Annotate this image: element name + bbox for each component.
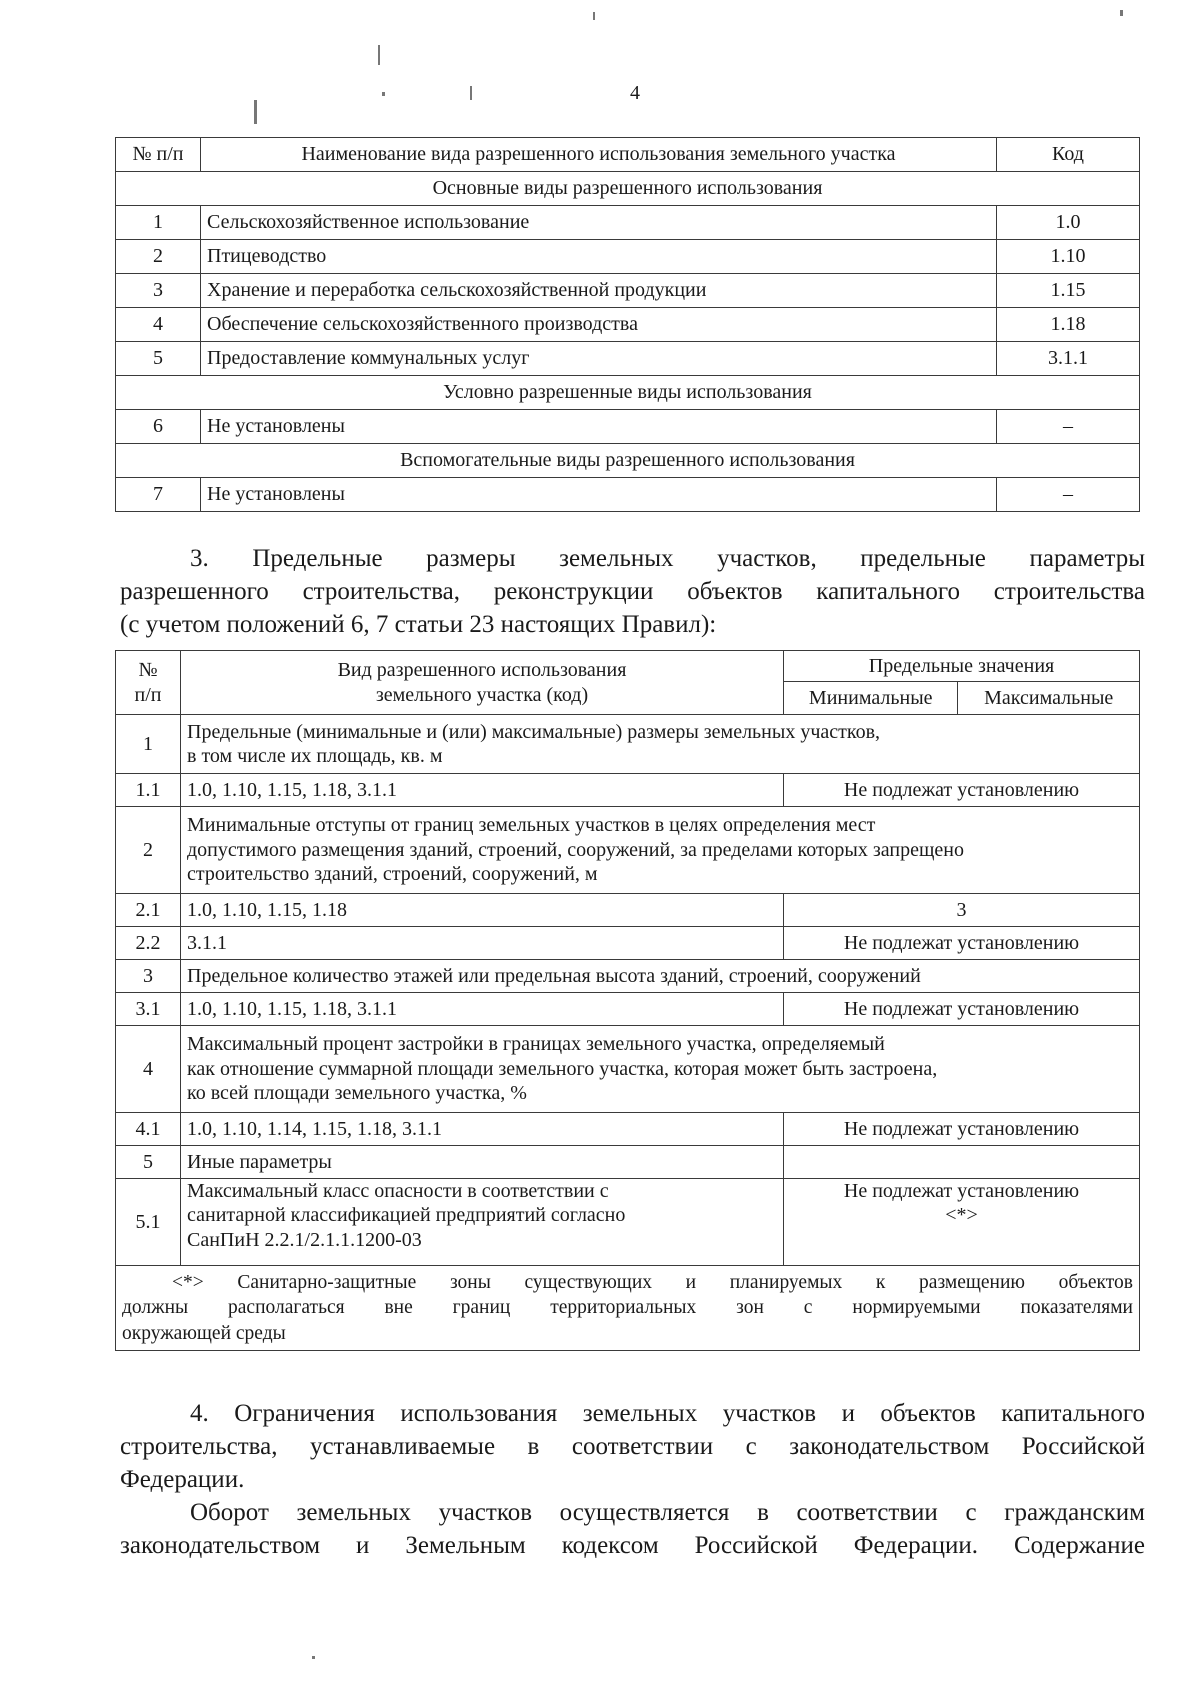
row-value: Не подлежат установлению: [784, 774, 1140, 807]
section-row: [116, 444, 1140, 478]
row-text: Предельные (минимальные и (или) максимальные) размеры земельных участков, в том числе их площадь, кв. м: [181, 715, 1140, 774]
row-codes: 1.0, 1.10, 1.15, 1.18: [181, 894, 784, 927]
row-num: 1: [116, 206, 201, 240]
row-text: Предельное количество этажей или предельная высота зданий, строений, сооружений: [181, 960, 1140, 993]
table-row: [116, 1146, 1140, 1179]
table-row: [116, 1179, 1140, 1266]
paragraph-3-line-1: 3. Предельные размеры земельных участков, предельные параметры: [190, 545, 1145, 572]
paragraph-3: [120, 542, 1145, 641]
table-row: [116, 478, 1140, 512]
table-row: [116, 807, 1140, 894]
header-num: № п/п: [116, 138, 201, 172]
row-value: 3: [784, 894, 1140, 927]
paragraph-3-line-3: (с учетом положений 6, 7 статьи 23 настоящих Правил):: [120, 611, 717, 638]
table-row: [116, 927, 1140, 960]
row-num: 3.1: [116, 993, 181, 1026]
footnote-row: [116, 1266, 1140, 1351]
table-row: [116, 410, 1140, 444]
scan-speck: [254, 100, 257, 124]
section-main: Основные виды разрешенного использования: [116, 172, 1140, 206]
row-name: Обеспечение сельскохозяйственного производства: [201, 308, 997, 342]
section-row: [116, 172, 1140, 206]
row-text: Минимальные отступы от границ земельных участков в целях определения мест допустимого размещения зданий, строений, сооружений, за пределами которых запрещено строительство зданий, строений, сооружений, м: [181, 807, 1140, 894]
row-num: 1.1: [116, 774, 181, 807]
row-num: 3: [116, 960, 181, 993]
table-row: [116, 1026, 1140, 1113]
row-name: Хранение и переработка сельскохозяйственной продукции: [201, 274, 997, 308]
row-num: 4: [116, 308, 201, 342]
row-name: Не установлены: [201, 478, 997, 512]
row-code: 1.18: [997, 308, 1140, 342]
table-row: [116, 993, 1140, 1026]
row-num: 5: [116, 1146, 181, 1179]
table-header-row: [116, 651, 1140, 682]
section-conditional: Условно разрешенные виды использования: [116, 376, 1140, 410]
row-text: Максимальный процент застройки в границах земельного участка, определяемый как отношение суммарной площади земельного участка, которая может быть застроена, ко всей площади земельного участка, %: [181, 1026, 1140, 1113]
row-num: 2.1: [116, 894, 181, 927]
row-value: Не подлежат установлению <*>: [784, 1179, 1140, 1266]
table-row: [116, 1113, 1140, 1146]
row-num: 5.1: [116, 1179, 181, 1266]
paragraph-4-line-1: 4. Ограничения использования земельных участков и объектов капитального: [190, 1400, 1145, 1427]
row-codes: 1.0, 1.10, 1.15, 1.18, 3.1.1: [181, 774, 784, 807]
paragraph-4: [120, 1397, 1145, 1496]
row-name: Не установлены: [201, 410, 997, 444]
table-row: [116, 240, 1140, 274]
row-num: 4: [116, 1026, 181, 1113]
row-num: 1: [116, 715, 181, 774]
table-row: [116, 774, 1140, 807]
paragraph-5-line-1: Оборот земельных участков осуществляется в соответствии с гражданским: [190, 1499, 1145, 1526]
table-row: [116, 894, 1140, 927]
row-value: Не подлежат установлению: [784, 1113, 1140, 1146]
table-row: [116, 960, 1140, 993]
header-kind: Вид разрешенного использования земельного участка (код): [181, 651, 784, 715]
row-num: 4.1: [116, 1113, 181, 1146]
row-codes: 1.0, 1.10, 1.15, 1.18, 3.1.1: [181, 993, 784, 1026]
footnote: <*> Санитарно-защитные зоны существующих и планируемых к размещению объектов должны располагаться вне границ территориальных зон с нормируемыми показателями окружающей среды: [116, 1266, 1140, 1351]
scan-speck: [1120, 10, 1123, 16]
row-num: 5: [116, 342, 201, 376]
scan-speck: [382, 92, 385, 96]
limits-table: [115, 650, 1140, 1351]
row-code: 1.15: [997, 274, 1140, 308]
row-num: 7: [116, 478, 201, 512]
header-num: № п/п: [116, 651, 181, 715]
row-codes: 3.1.1: [181, 927, 784, 960]
header-limits: Предельные значения: [784, 651, 1140, 682]
scan-speck: [312, 1656, 315, 1659]
row-code: 3.1.1: [997, 342, 1140, 376]
row-name: Сельскохозяйственное использование: [201, 206, 997, 240]
row-num: 2.2: [116, 927, 181, 960]
row-name: Предоставление коммунальных услуг: [201, 342, 997, 376]
row-text: Максимальный класс опасности в соответствии с санитарной классификацией предприятий согласно СанПиН 2.2.1/2.1.1.1200-03: [181, 1179, 784, 1266]
scan-speck: [593, 12, 595, 20]
table-row: [116, 206, 1140, 240]
scan-speck: [470, 86, 472, 100]
table-row: [116, 342, 1140, 376]
header-code: Код: [997, 138, 1140, 172]
row-value: Не подлежат установлению: [784, 993, 1140, 1026]
table-header-row: [116, 138, 1140, 172]
paragraph-3-line-2: разрешенного строительства, реконструкции объектов капитального строительства: [120, 578, 1145, 605]
row-num: 6: [116, 410, 201, 444]
header-max: Максимальные: [958, 682, 1140, 715]
row-text: Иные параметры: [181, 1146, 784, 1179]
row-num: 3: [116, 274, 201, 308]
header-min: Минимальные: [784, 682, 958, 715]
table-row: [116, 308, 1140, 342]
table-row: [116, 715, 1140, 774]
scan-speck: [378, 45, 380, 65]
row-code: 1.10: [997, 240, 1140, 274]
section-auxiliary: Вспомогательные виды разрешенного использования: [116, 444, 1140, 478]
paragraph-4-line-2: строительства, устанавливаемые в соответствии с законодательством Российской: [120, 1433, 1145, 1460]
page-number: 4: [630, 82, 640, 104]
section-row: [116, 376, 1140, 410]
row-code: –: [997, 410, 1140, 444]
permitted-use-table: [115, 137, 1140, 512]
row-num: 2: [116, 807, 181, 894]
row-value: Не подлежат установлению: [784, 927, 1140, 960]
row-name: Птицеводство: [201, 240, 997, 274]
row-code: –: [997, 478, 1140, 512]
paragraph-4-line-3: Федерации.: [120, 1466, 245, 1493]
row-num: 2: [116, 240, 201, 274]
paragraph-5-line-2: законодательством и Земельным кодексом Российской Федерации. Содержание: [120, 1532, 1145, 1559]
header-name: Наименование вида разрешенного использования земельного участка: [201, 138, 997, 172]
row-codes: 1.0, 1.10, 1.14, 1.15, 1.18, 3.1.1: [181, 1113, 784, 1146]
paragraph-5: [120, 1496, 1145, 1562]
row-code: 1.0: [997, 206, 1140, 240]
table-row: [116, 274, 1140, 308]
